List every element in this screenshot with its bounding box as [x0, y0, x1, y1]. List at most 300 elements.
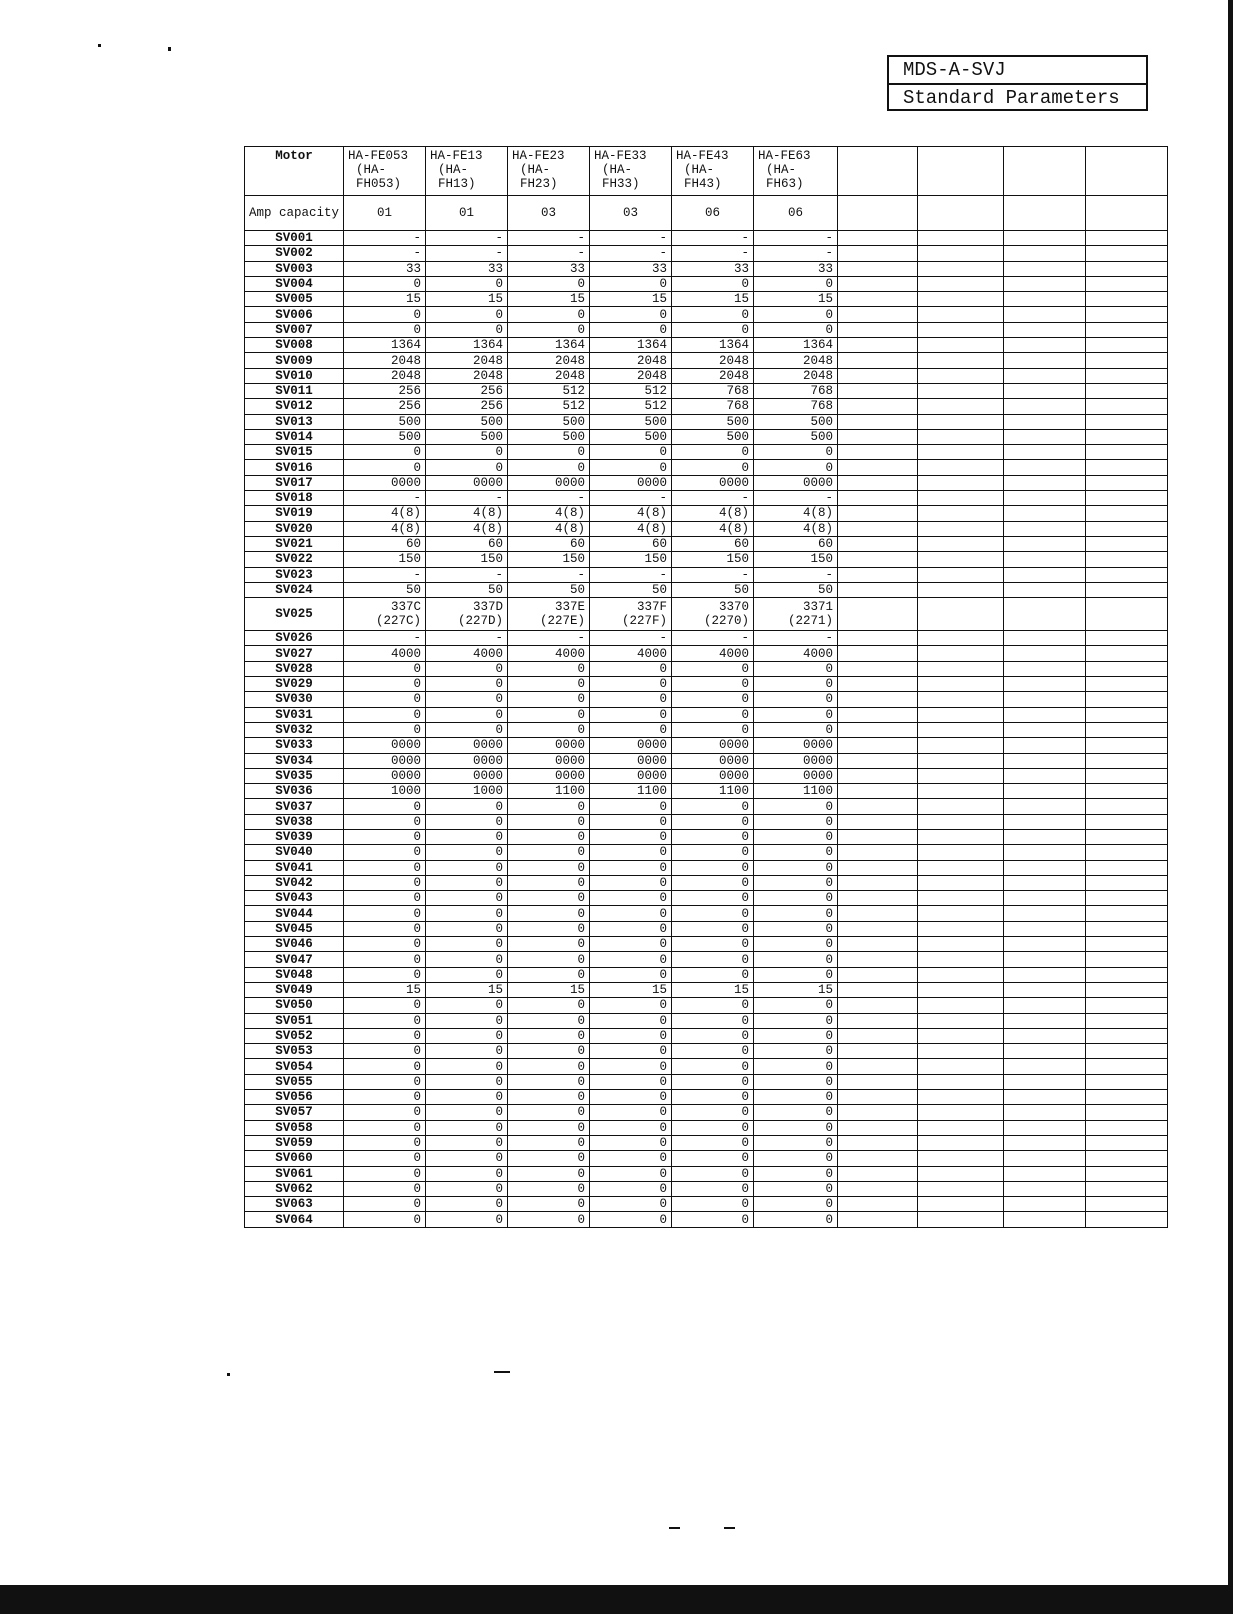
parameter-value: 0 — [344, 677, 426, 692]
parameter-value: 0 — [672, 1059, 754, 1074]
parameter-value: 4(8) — [672, 506, 754, 521]
parameter-value: 0 — [344, 906, 426, 921]
empty-cell — [1086, 399, 1168, 414]
empty-cell — [918, 707, 1004, 722]
parameter-name: SV058 — [245, 1120, 344, 1135]
parameter-name: SV020 — [245, 521, 344, 536]
parameter-row — [245, 598, 1168, 631]
parameter-value: 2048 — [508, 353, 590, 368]
empty-cell — [1086, 967, 1168, 982]
parameter-name: SV033 — [245, 738, 344, 753]
parameter-value: 15 — [672, 292, 754, 307]
motor-model-line: FH23) — [520, 177, 558, 191]
motor-model-line: FH43) — [684, 177, 722, 191]
empty-cell — [838, 1059, 918, 1074]
parameter-row — [245, 368, 1168, 383]
parameter-value: 4000 — [754, 646, 838, 661]
parameter-value: 0 — [344, 1044, 426, 1059]
empty-cell — [918, 1120, 1004, 1135]
parameter-row — [245, 567, 1168, 582]
empty-cell — [1086, 814, 1168, 829]
parameter-value: 0000 — [672, 753, 754, 768]
parameter-value: 3370 (2270) — [672, 598, 754, 631]
parameter-value: - — [344, 246, 426, 261]
parameter-value: - — [344, 631, 426, 646]
amp-capacity-value: 03 — [590, 196, 672, 231]
parameter-value: 0 — [672, 1151, 754, 1166]
parameter-value: 337D (227D) — [426, 598, 508, 631]
parameter-name: SV015 — [245, 445, 344, 460]
parameter-value: 0 — [344, 1166, 426, 1181]
parameter-value: 0 — [508, 1197, 590, 1212]
parameter-value: 0 — [426, 692, 508, 707]
parameter-value: 0 — [508, 829, 590, 844]
parameter-value: 15 — [754, 292, 838, 307]
parameter-value: 0 — [590, 1120, 672, 1135]
empty-cell — [918, 383, 1004, 398]
parameter-value: 0 — [672, 445, 754, 460]
empty-cell — [918, 567, 1004, 582]
parameter-value: 0 — [508, 677, 590, 692]
parameter-value: 0 — [590, 921, 672, 936]
empty-cell — [1086, 307, 1168, 322]
parameter-row — [245, 1135, 1168, 1150]
empty-cell — [918, 937, 1004, 952]
empty-cell — [1004, 598, 1086, 631]
empty-cell — [838, 1212, 918, 1227]
empty-cell — [1086, 598, 1168, 631]
empty-cell — [1086, 860, 1168, 875]
parameter-value: 337F (227F) — [590, 598, 672, 631]
empty-cell — [838, 906, 918, 921]
empty-cell — [918, 646, 1004, 661]
parameter-value: 15 — [344, 982, 426, 997]
parameter-value: - — [754, 231, 838, 246]
empty-cell — [918, 891, 1004, 906]
parameter-value: 500 — [344, 429, 426, 444]
parameter-value: 4000 — [344, 646, 426, 661]
parameter-value: 0 — [344, 445, 426, 460]
parameter-value: 0 — [590, 906, 672, 921]
empty-cell — [838, 460, 918, 475]
parameter-value: - — [590, 246, 672, 261]
parameter-name: SV017 — [245, 475, 344, 490]
empty-cell — [1004, 631, 1086, 646]
parameter-value: 0000 — [426, 768, 508, 783]
parameter-value: 0 — [508, 460, 590, 475]
parameter-value: 0 — [590, 707, 672, 722]
empty-cell — [838, 814, 918, 829]
parameter-value: 0 — [426, 814, 508, 829]
parameter-name: SV038 — [245, 814, 344, 829]
parameter-value: 0 — [426, 906, 508, 921]
empty-cell — [1004, 567, 1086, 582]
parameter-value: 0 — [590, 1197, 672, 1212]
amp-capacity-value: 06 — [672, 196, 754, 231]
empty-cell — [1004, 1013, 1086, 1028]
parameter-row — [245, 722, 1168, 737]
parameter-value: 0000 — [590, 768, 672, 783]
parameter-value: 0 — [672, 661, 754, 676]
empty-cell — [838, 368, 918, 383]
parameter-name: SV006 — [245, 307, 344, 322]
motor-model-line: FH053) — [356, 177, 402, 191]
empty-cell — [918, 307, 1004, 322]
parameter-value: 0 — [590, 276, 672, 291]
empty-cell — [1004, 147, 1086, 196]
parameter-value: 4000 — [590, 646, 672, 661]
empty-cell — [838, 582, 918, 597]
empty-cell — [838, 414, 918, 429]
parameter-value: - — [754, 246, 838, 261]
parameter-value: 0000 — [754, 738, 838, 753]
empty-cell — [1086, 753, 1168, 768]
empty-cell — [838, 491, 918, 506]
parameter-value: 0 — [426, 1181, 508, 1196]
empty-cell — [1004, 196, 1086, 231]
parameter-value: 150 — [672, 552, 754, 567]
parameter-value: 0 — [508, 1120, 590, 1135]
empty-cell — [838, 722, 918, 737]
empty-cell — [1004, 1120, 1086, 1135]
parameter-value: 4(8) — [344, 506, 426, 521]
empty-cell — [918, 368, 1004, 383]
parameter-value: 0 — [426, 875, 508, 890]
parameter-value: 0 — [590, 829, 672, 844]
empty-cell — [838, 1105, 918, 1120]
parameter-name: SV057 — [245, 1105, 344, 1120]
parameter-value: 0 — [590, 1212, 672, 1227]
amp-capacity-value: 03 — [508, 196, 590, 231]
empty-cell — [1086, 368, 1168, 383]
parameter-value: 0 — [508, 722, 590, 737]
empty-cell — [838, 552, 918, 567]
empty-cell — [838, 292, 918, 307]
parameter-value: 1364 — [672, 338, 754, 353]
parameter-value: 0 — [672, 829, 754, 844]
amp-capacity-row — [245, 196, 1168, 231]
parameter-value: 0 — [672, 1028, 754, 1043]
empty-cell — [838, 506, 918, 521]
parameter-value: 150 — [426, 552, 508, 567]
empty-cell — [1004, 276, 1086, 291]
parameter-value: 0 — [672, 906, 754, 921]
scan-dash — [724, 1527, 735, 1529]
parameter-value: 0 — [672, 998, 754, 1013]
parameter-name: SV063 — [245, 1197, 344, 1212]
parameter-value: 337E (227E) — [508, 598, 590, 631]
parameter-row — [245, 1166, 1168, 1181]
parameter-value: 0 — [672, 952, 754, 967]
motor-model-line: HA-FE43 — [676, 149, 729, 163]
parameter-value: 0 — [426, 845, 508, 860]
parameter-name: SV049 — [245, 982, 344, 997]
parameter-value: 0 — [754, 906, 838, 921]
parameter-name: SV056 — [245, 1090, 344, 1105]
empty-cell — [838, 768, 918, 783]
empty-cell — [1086, 768, 1168, 783]
empty-cell — [1086, 521, 1168, 536]
parameter-name: SV005 — [245, 292, 344, 307]
parameter-value: 60 — [344, 536, 426, 551]
empty-cell — [918, 552, 1004, 567]
parameter-value: 0 — [754, 814, 838, 829]
empty-cell — [1004, 1135, 1086, 1150]
parameter-value: 0 — [426, 967, 508, 982]
parameter-value: 0000 — [426, 753, 508, 768]
parameter-value: 15 — [426, 292, 508, 307]
parameter-value: 0 — [426, 829, 508, 844]
parameter-value: 33 — [590, 261, 672, 276]
parameter-row — [245, 1120, 1168, 1135]
parameter-name: SV021 — [245, 536, 344, 551]
parameter-value: 0 — [672, 307, 754, 322]
parameter-value: 512 — [508, 383, 590, 398]
parameter-value: 0 — [508, 1059, 590, 1074]
empty-cell — [1004, 536, 1086, 551]
empty-cell — [1004, 1074, 1086, 1089]
empty-cell — [838, 1074, 918, 1089]
empty-cell — [1086, 875, 1168, 890]
empty-cell — [918, 1074, 1004, 1089]
parameter-row — [245, 1151, 1168, 1166]
empty-cell — [1086, 147, 1168, 196]
motor-model-cell — [344, 147, 426, 196]
empty-cell — [1004, 875, 1086, 890]
empty-cell — [1086, 338, 1168, 353]
parameter-value: 4(8) — [590, 506, 672, 521]
motor-model-cell — [426, 147, 508, 196]
parameter-name: SV027 — [245, 646, 344, 661]
parameter-value: 4000 — [672, 646, 754, 661]
parameter-value: 0 — [344, 860, 426, 875]
parameter-row — [245, 921, 1168, 936]
parameter-value: 0 — [590, 952, 672, 967]
parameter-value: 0 — [590, 1181, 672, 1196]
parameter-value: 500 — [344, 414, 426, 429]
empty-cell — [918, 460, 1004, 475]
parameter-value: 15 — [590, 292, 672, 307]
empty-cell — [838, 921, 918, 936]
parameter-name: SV045 — [245, 921, 344, 936]
parameter-value: 500 — [672, 414, 754, 429]
parameter-name: SV013 — [245, 414, 344, 429]
empty-cell — [918, 982, 1004, 997]
parameter-value: 0 — [344, 322, 426, 337]
empty-cell — [1004, 582, 1086, 597]
parameter-value: 0 — [344, 829, 426, 844]
parameter-row — [245, 1197, 1168, 1212]
motor-model-line: (HA- — [602, 163, 633, 177]
empty-cell — [918, 292, 1004, 307]
empty-cell — [838, 799, 918, 814]
empty-cell — [918, 875, 1004, 890]
parameter-name: SV040 — [245, 845, 344, 860]
parameter-value: 2048 — [590, 368, 672, 383]
empty-cell — [1086, 414, 1168, 429]
empty-cell — [918, 677, 1004, 692]
parameter-value: 0 — [590, 1135, 672, 1150]
empty-cell — [838, 1135, 918, 1150]
parameter-row — [245, 692, 1168, 707]
parameter-value: 0 — [508, 1013, 590, 1028]
empty-cell — [918, 445, 1004, 460]
parameter-value: 0 — [590, 1166, 672, 1181]
parameter-value: 2048 — [754, 353, 838, 368]
parameter-value: 500 — [426, 429, 508, 444]
parameter-value: - — [754, 491, 838, 506]
parameter-value: 0 — [672, 814, 754, 829]
parameter-row — [245, 677, 1168, 692]
parameter-name: SV001 — [245, 231, 344, 246]
parameter-value: 4000 — [426, 646, 508, 661]
empty-cell — [918, 598, 1004, 631]
parameter-value: 0000 — [344, 753, 426, 768]
parameter-value: 0 — [672, 1181, 754, 1196]
empty-cell — [1086, 661, 1168, 676]
empty-cell — [918, 429, 1004, 444]
empty-cell — [918, 338, 1004, 353]
parameter-name: SV004 — [245, 276, 344, 291]
parameter-value: 150 — [590, 552, 672, 567]
parameter-value: 0 — [672, 1013, 754, 1028]
empty-cell — [838, 738, 918, 753]
parameter-value: 0 — [508, 937, 590, 952]
parameter-row — [245, 322, 1168, 337]
parameter-value: 2048 — [672, 353, 754, 368]
empty-cell — [838, 891, 918, 906]
parameter-value: 0 — [344, 722, 426, 737]
parameter-value: - — [344, 231, 426, 246]
parameter-value: 0 — [426, 1197, 508, 1212]
parameter-value: - — [672, 231, 754, 246]
parameter-value: 0 — [754, 1212, 838, 1227]
empty-cell — [1004, 998, 1086, 1013]
empty-cell — [1086, 998, 1168, 1013]
parameter-value: 0 — [590, 722, 672, 737]
empty-cell — [838, 646, 918, 661]
empty-cell — [1086, 322, 1168, 337]
empty-cell — [1086, 491, 1168, 506]
parameter-value: - — [508, 246, 590, 261]
empty-cell — [1086, 353, 1168, 368]
parameter-value: 0 — [344, 1151, 426, 1166]
section-subtitle: Standard Parameters — [889, 83, 1146, 111]
empty-cell — [918, 738, 1004, 753]
parameter-value: 0 — [344, 1105, 426, 1120]
empty-cell — [838, 1151, 918, 1166]
empty-cell — [918, 322, 1004, 337]
parameter-value: 0 — [426, 322, 508, 337]
parameter-value: 0 — [672, 677, 754, 692]
parameter-name: SV041 — [245, 860, 344, 875]
parameter-value: 0 — [508, 952, 590, 967]
empty-cell — [918, 1181, 1004, 1196]
scan-speck — [168, 47, 171, 51]
parameter-value: 500 — [508, 414, 590, 429]
empty-cell — [1004, 1044, 1086, 1059]
parameter-value: 0 — [508, 921, 590, 936]
empty-cell — [1004, 860, 1086, 875]
parameter-row — [245, 429, 1168, 444]
parameter-value: 0 — [590, 661, 672, 676]
parameter-value: 0 — [344, 814, 426, 829]
motor-model-cell — [672, 147, 754, 196]
amp-capacity-value: 01 — [426, 196, 508, 231]
parameter-row — [245, 231, 1168, 246]
empty-cell — [838, 631, 918, 646]
parameter-value: 0 — [590, 1090, 672, 1105]
parameter-value: 4(8) — [754, 506, 838, 521]
parameter-value: 0 — [508, 1166, 590, 1181]
empty-cell — [1086, 1028, 1168, 1043]
empty-cell — [1004, 261, 1086, 276]
empty-cell — [918, 829, 1004, 844]
parameter-row — [245, 937, 1168, 952]
parameter-value: 0 — [754, 1166, 838, 1181]
parameter-value: 500 — [590, 429, 672, 444]
motor-model-line: FH63) — [766, 177, 804, 191]
parameter-value: 1100 — [754, 784, 838, 799]
parameter-value: 0 — [508, 998, 590, 1013]
parameter-row — [245, 875, 1168, 890]
empty-cell — [1004, 429, 1086, 444]
parameter-row — [245, 707, 1168, 722]
parameter-row — [245, 475, 1168, 490]
empty-cell — [1086, 1090, 1168, 1105]
parameter-value: 768 — [672, 399, 754, 414]
empty-cell — [918, 1166, 1004, 1181]
empty-cell — [918, 1090, 1004, 1105]
empty-cell — [1004, 368, 1086, 383]
empty-cell — [918, 1212, 1004, 1227]
parameter-value: - — [590, 631, 672, 646]
parameter-value: 0 — [508, 1090, 590, 1105]
parameter-value: 15 — [754, 982, 838, 997]
empty-cell — [1086, 646, 1168, 661]
parameter-value: 512 — [508, 399, 590, 414]
empty-cell — [1004, 891, 1086, 906]
parameter-value: 0 — [754, 707, 838, 722]
parameter-row — [245, 738, 1168, 753]
parameter-row — [245, 1090, 1168, 1105]
empty-cell — [918, 1135, 1004, 1150]
parameter-value: 0 — [590, 937, 672, 952]
parameter-value: 0 — [508, 1135, 590, 1150]
motor-model-line: FH33) — [602, 177, 640, 191]
parameter-row — [245, 460, 1168, 475]
parameter-value: 0000 — [426, 738, 508, 753]
empty-cell — [918, 661, 1004, 676]
parameter-value: 0 — [754, 875, 838, 890]
parameter-value: 0 — [344, 1028, 426, 1043]
parameter-name: SV002 — [245, 246, 344, 261]
parameter-value: 15 — [508, 982, 590, 997]
empty-cell — [838, 246, 918, 261]
parameter-value: 150 — [754, 552, 838, 567]
parameter-value: 0 — [344, 307, 426, 322]
motor-model-line: HA-FE63 — [758, 149, 811, 163]
parameter-value: 0 — [754, 967, 838, 982]
empty-cell — [1004, 1151, 1086, 1166]
parameter-name: SV047 — [245, 952, 344, 967]
parameter-value: 500 — [508, 429, 590, 444]
parameter-value: 0 — [754, 1135, 838, 1150]
parameter-value: 0 — [344, 952, 426, 967]
empty-cell — [918, 1059, 1004, 1074]
parameter-row — [245, 967, 1168, 982]
parameter-value: 0 — [344, 799, 426, 814]
